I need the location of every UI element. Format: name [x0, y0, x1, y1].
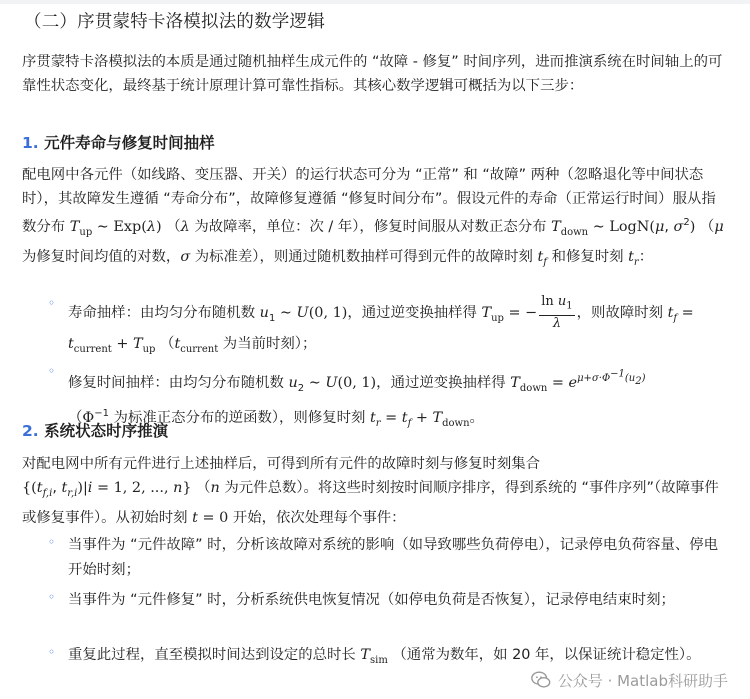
step1-text-f: 为标准差），则通过随机数抽样可得到元件的故障时刻: [194, 248, 533, 265]
bullet-circle-icon: ◦: [48, 590, 56, 604]
step1-text-b: （: [166, 218, 181, 235]
top-divider: [0, 0, 750, 4]
list-item-life-sampling: [68, 294, 728, 361]
step2-text-b: （: [196, 480, 211, 496]
bullet-circle-icon: ◦: [48, 296, 56, 310]
step1-text-c: 为故障率，单位：次 / 年），修复时间服从对数正态分布: [194, 218, 547, 235]
step1-heading: [22, 131, 215, 153]
bullet2-text-b: ，通过逆变换抽样得: [376, 375, 506, 392]
formula-phi-inv: $\Phi^{-1}$: [82, 408, 109, 426]
bullet2-text-c: （: [68, 409, 83, 426]
formula-tcurrent: $t_{current}$: [174, 335, 219, 355]
bullet1-text-e: 为当前时刻）；: [222, 335, 317, 352]
list-item-fault-event: 当事件为 “元件故障” 时，分析该故障对系统的影响（如导致哪些负荷停电），记录停电负荷容量、停电开始时刻；: [68, 537, 719, 578]
watermark-text: 公众号 · Matlab科研助手: [557, 671, 728, 690]
bullet1-text-c: ，则故障时刻: [576, 304, 664, 321]
formula-tr-def: $t_r = t_f + T_{down}$: [369, 409, 470, 429]
step2-title: 系统状态时序推演: [44, 422, 169, 440]
step1-text-a: 配电网中各元件（如线路、变压器、开关）的运行状态可分为 “正常” 和 “故障” 两种（忽略退化等中间状态时），其故障发生遵循 “寿命分布”，故障修复遵循 “修复时间分布”。假设元件的寿命（正常运行时间）服从指数分布: [22, 167, 716, 235]
formula-u2: $u_2$ ∼ U(0, 1): [288, 375, 377, 394]
step1-paragraph: [22, 163, 726, 275]
bullet-circle-icon: ◦: [48, 645, 56, 659]
list-item-repair-event: 当事件为 “元件修复” 时，分析系统供电恢复情况（如停电负荷是否恢复），记录停电结束时刻；: [68, 592, 675, 608]
formula-tr: $t_r$: [628, 248, 639, 268]
formula-tdown-sample: $T_{down} = e^{\mu+\sigma\cdot\Phi^{-1}(u_2)}$: [510, 369, 646, 394]
step2-text-d: 开始，依次处理每个事件：: [232, 509, 406, 526]
formula-t0: t = 0: [192, 509, 229, 526]
step1-number: 1.: [22, 134, 39, 152]
formula-sigma: σ: [180, 248, 191, 265]
bullet2-text-a: 修复时间抽样：由均匀分布随机数: [68, 375, 284, 392]
section-title: （二）序贯蒙特卡洛模拟法的数学逻辑: [24, 12, 325, 32]
step2-text-a: 对配电网中所有元件进行上述抽样后，可得到所有元件的故障时刻与修复时刻集合: [22, 456, 541, 472]
bullet2-text-e: 。: [469, 409, 484, 426]
bullet1-text-d: （: [160, 335, 175, 352]
watermark: [530, 669, 728, 691]
bullet1-text-b: ，通过逆变换抽样得: [347, 304, 477, 321]
formula-set: {($t_{f,i}$, $t_{r,i})|i = 1$, 2, ..., n}: [22, 480, 192, 499]
intro-paragraph: 序贯蒙特卡洛模拟法的本质是通过随机抽样生成元件的 “故障 - 修复” 时间序列，进而推演系统在时间轴上的可靠性状态变化，最终基于统计原理计算可靠性指标。其核心数学逻辑可概括为以下三步：: [22, 54, 723, 94]
bullet3-text-b: （通常为数年，如 20 年，以保证统计稳定性）。: [392, 647, 701, 663]
step1-text-g: 和修复时刻: [551, 248, 624, 265]
formula-tf-def: $t_f = t_{current} + T_{up}$: [68, 304, 694, 355]
step1-text-h: ：: [638, 248, 654, 265]
formula-u1: $u_1$ ∼ U(0, 1): [259, 304, 348, 324]
bullet1-text-a: 寿命抽样：由均匀分布随机数: [68, 304, 256, 321]
formula-n: n: [210, 480, 220, 496]
bullet3-text-a: 重复此过程，直至模拟时间达到设定的总时长: [68, 647, 356, 663]
wechat-icon: [530, 669, 552, 691]
formula-tup-sample: $T_{up}$ = − $\frac{\ln u_1}{\lambda}$: [481, 294, 573, 331]
step2-text-c: 为元件总数）。将这些时刻按时间顺序排序，得到系统的 “事件序列”（故障事件或修复事件）。从初始时刻: [22, 480, 719, 526]
step2-paragraph: [22, 452, 726, 530]
step2-heading: [22, 419, 168, 441]
step2-number: 2.: [22, 422, 39, 440]
formula-tup: $T_{up}$ ∼ Exp(λ): [69, 218, 162, 238]
bullet-circle-icon: ◦: [48, 364, 56, 378]
step1-text-e: 为修复时间均值的对数，: [22, 248, 181, 265]
formula-tdown: $T_{down}$ ∼ LogN(μ, $\sigma^2$): [551, 217, 696, 238]
formula-mu: μ: [714, 218, 724, 235]
bullet2-text-d: 为标准正态分布的逆函数），则修复时刻: [113, 409, 366, 426]
step1-text-d: （: [699, 218, 715, 235]
formula-lambda: λ: [180, 218, 190, 235]
formula-tsim: $T_{sim}$: [360, 647, 388, 666]
formula-tf: $t_f$: [537, 248, 547, 268]
step1-title: 元件寿命与修复时间抽样: [44, 134, 215, 152]
bullet-circle-icon: ◦: [48, 535, 56, 549]
